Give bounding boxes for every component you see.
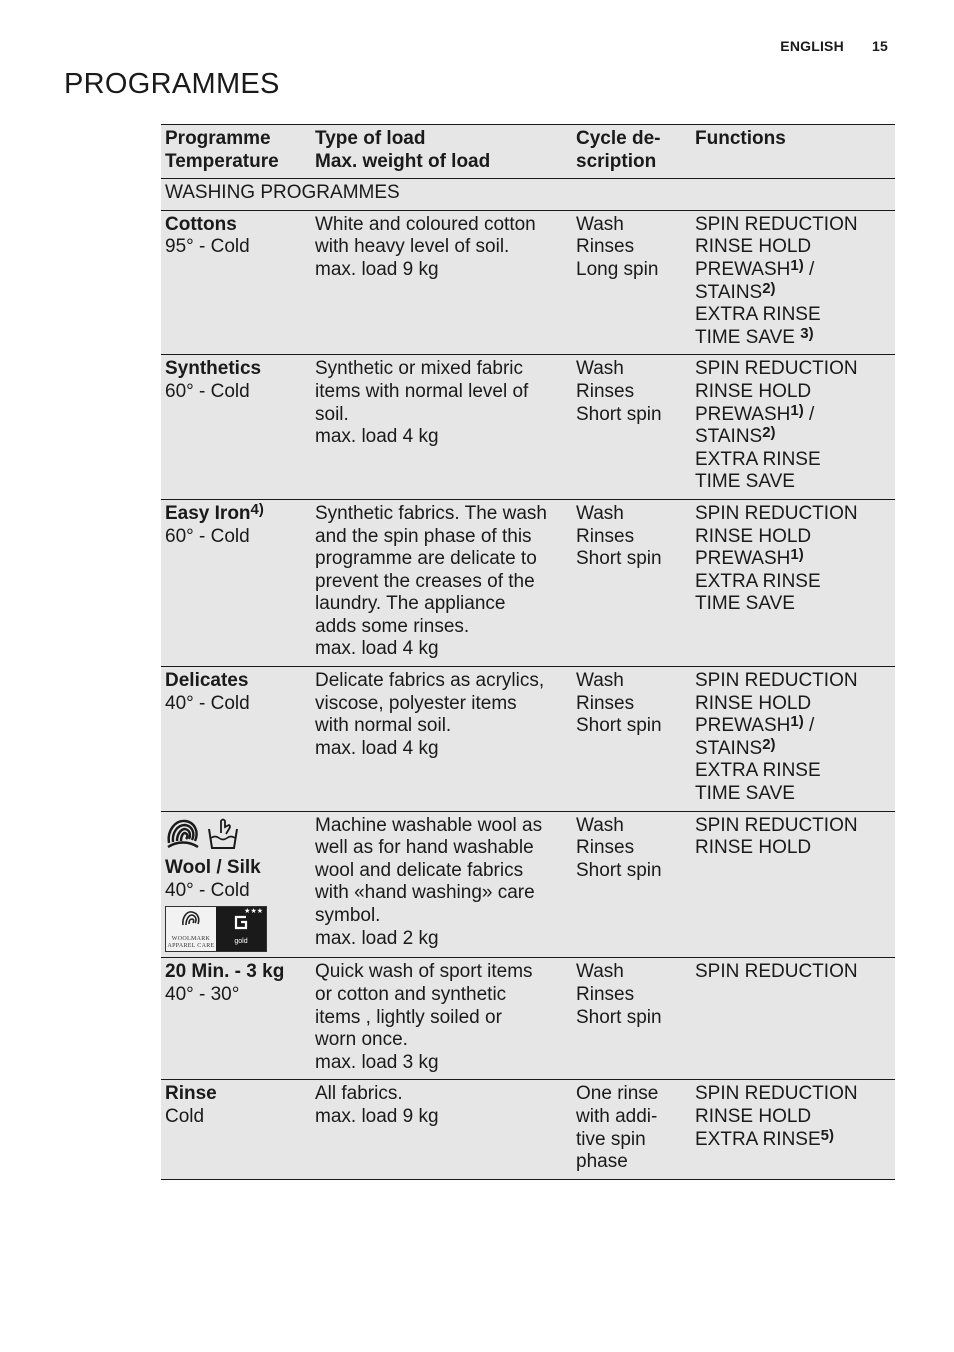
cycle-line: Wash — [576, 358, 624, 380]
badge-brand: WOOLMARK — [171, 935, 211, 942]
function-name: PREWASH — [695, 403, 791, 425]
function-item — [695, 426, 891, 449]
care-g-icon — [231, 913, 251, 938]
load-cell — [311, 811, 572, 958]
programme-name — [165, 961, 307, 984]
programme-temperature: 40° - 30° — [165, 984, 240, 1005]
table-row — [161, 667, 895, 812]
function-item — [695, 236, 891, 259]
load-line: items , lightly soiled or — [315, 1006, 502, 1028]
cycle-line: Rinses — [576, 525, 635, 547]
load-cell — [311, 667, 572, 812]
section-label: WASHING PROGRAMMES — [161, 179, 895, 211]
function-item — [695, 693, 891, 716]
cycle-line: Short spin — [576, 859, 662, 881]
function-item — [695, 961, 891, 984]
function-item — [695, 279, 891, 305]
woolmark-gold-badge — [165, 906, 267, 952]
cycle-cell — [572, 210, 691, 355]
programme-name-text: 20 Min. - 3 kg — [165, 961, 285, 983]
load-line: viscose, polyester items — [315, 692, 517, 714]
cycle-line: Short spin — [576, 1006, 662, 1028]
programmes-table — [161, 124, 895, 1180]
programme-temperature: 40° - Cold — [165, 692, 250, 714]
programme-cell — [161, 210, 311, 355]
functions-cell — [691, 499, 895, 666]
functions-cell — [691, 667, 895, 812]
function-name: SPIN REDUCTION — [695, 1083, 858, 1105]
function-item — [695, 381, 891, 404]
cycle-cell — [572, 355, 691, 500]
function-item — [695, 304, 891, 327]
woolmark-icon — [165, 817, 201, 858]
function-item — [695, 1106, 891, 1129]
function-name: PREWASH — [695, 715, 791, 737]
programme-name — [165, 670, 307, 693]
function-name: RINSE HOLD — [695, 525, 812, 547]
programme-cell — [161, 811, 311, 958]
programme-name — [165, 214, 307, 237]
programme-name — [165, 358, 307, 381]
function-name: TIME SAVE — [695, 471, 795, 493]
function-name: SPIN REDUCTION — [695, 502, 858, 524]
function-item — [695, 593, 891, 616]
hand-wash-icon — [207, 817, 239, 858]
page-title: PROGRAMMES — [64, 68, 280, 100]
function-separator: / — [803, 715, 815, 737]
function-name: TIME SAVE — [695, 326, 801, 348]
page-header — [780, 38, 888, 54]
care-icons — [165, 817, 307, 858]
programme-cell — [161, 958, 311, 1080]
table-row — [161, 811, 895, 958]
load-line: Machine washable wool as — [315, 814, 543, 836]
badge-brand-sub: APPAREL CARE — [167, 942, 215, 949]
programme-name-text: Synthetics — [165, 358, 262, 380]
programme-cell — [161, 499, 311, 666]
footnote-marker: 1) — [790, 713, 804, 731]
function-name: EXTRA RINSE — [695, 1128, 821, 1150]
load-line: Delicate fabrics as acrylics, — [315, 670, 545, 692]
functions-cell — [691, 811, 895, 958]
function-name: RINSE HOLD — [695, 236, 812, 258]
footnote-marker: 3) — [800, 324, 814, 342]
function-name: PREWASH — [695, 258, 791, 280]
section-row — [161, 179, 895, 211]
function-item — [695, 1083, 891, 1106]
cycle-line: Long spin — [576, 258, 659, 280]
function-name: SPIN REDUCTION — [695, 358, 858, 380]
cycle-line: Short spin — [576, 403, 662, 425]
cycle-line: Wash — [576, 670, 624, 692]
cycle-line: Rinses — [576, 984, 635, 1005]
load-cell — [311, 355, 572, 500]
function-name: RINSE HOLD — [695, 1105, 812, 1127]
load-cell — [311, 1080, 572, 1179]
programme-name — [165, 857, 307, 880]
functions-cell — [691, 958, 895, 1080]
function-name: EXTRA RINSE — [695, 570, 821, 592]
function-name: SPIN REDUCTION — [695, 213, 858, 235]
cycle-cell — [572, 499, 691, 666]
load-line: laundry. The appliance — [315, 593, 506, 615]
function-item — [695, 358, 891, 381]
badge-left — [166, 907, 216, 951]
functions-cell — [691, 355, 895, 500]
load-line: Synthetic or mixed fabric — [315, 358, 524, 380]
load-line: and the spin phase of this — [315, 525, 532, 547]
function-name: TIME SAVE — [695, 593, 795, 615]
cycle-line: Rinses — [576, 236, 635, 258]
function-item — [695, 760, 891, 783]
programme-temperature: 60° - Cold — [165, 380, 250, 402]
function-name: SPIN REDUCTION — [695, 670, 858, 692]
footnote-marker: 1) — [790, 256, 804, 274]
footnote-marker: 2) — [762, 424, 776, 442]
footnote-marker: 1) — [790, 401, 804, 419]
cycle-line: Wash — [576, 213, 624, 235]
programme-name — [165, 1083, 307, 1106]
programme-name-text: Easy Iron — [165, 502, 251, 524]
load-line: symbol. — [315, 905, 381, 926]
function-item — [695, 471, 891, 494]
table-header-row — [161, 125, 895, 179]
function-item — [695, 214, 891, 237]
function-item — [695, 837, 891, 860]
cycle-line: tive spin — [576, 1128, 646, 1150]
cycle-line: Rinses — [576, 380, 635, 402]
function-name: RINSE HOLD — [695, 837, 812, 859]
function-item — [695, 783, 891, 806]
cycle-line: One rinse — [576, 1083, 659, 1105]
badge-stars: ★★★ — [244, 908, 263, 916]
cycle-cell — [572, 811, 691, 958]
function-item — [695, 256, 891, 282]
header-load: Type of load Max. weight of load — [315, 128, 491, 172]
load-line: soil. — [315, 403, 349, 425]
load-line: max. load 4 kg — [315, 426, 439, 448]
programme-temperature: 60° - Cold — [165, 525, 250, 547]
table-row — [161, 958, 895, 1080]
load-line: max. load 9 kg — [315, 1105, 439, 1127]
footnote-marker: 4) — [250, 500, 264, 518]
programme-name — [165, 500, 307, 526]
function-name: EXTRA RINSE — [695, 448, 821, 470]
function-item — [695, 324, 891, 350]
footnote-marker: 1) — [790, 546, 804, 564]
programme-temperature: 40° - Cold — [165, 879, 250, 901]
cycle-cell — [572, 667, 691, 812]
programme-temperature: 95° - Cold — [165, 236, 250, 258]
function-item — [695, 571, 891, 594]
function-name: STAINS — [695, 737, 763, 759]
cycle-cell — [572, 1080, 691, 1179]
footnote-marker: 5) — [820, 1126, 834, 1144]
function-item — [695, 735, 891, 761]
function-item — [695, 715, 891, 738]
language-label: ENGLISH — [780, 38, 844, 54]
load-line: wool and delicate fabrics — [315, 859, 524, 881]
function-separator: / — [803, 258, 815, 280]
header-programme: Programme Temperature — [165, 128, 279, 172]
programme-temperature: Cold — [165, 1105, 205, 1127]
load-line: All fabrics. — [315, 1083, 403, 1105]
cycle-cell — [572, 958, 691, 1080]
load-line: max. load 4 kg — [315, 737, 439, 759]
footnote-marker: 2) — [762, 735, 776, 753]
load-line: items with normal level of — [315, 380, 529, 402]
load-cell — [311, 210, 572, 355]
function-item — [695, 670, 891, 693]
load-line: max. load 2 kg — [315, 927, 439, 949]
table-row — [161, 355, 895, 500]
header-cycle: Cycle de- scription — [576, 128, 661, 172]
load-line: max. load 3 kg — [315, 1051, 439, 1073]
cycle-line: phase — [576, 1151, 628, 1173]
table-row — [161, 210, 895, 355]
function-item — [695, 449, 891, 472]
load-line: max. load 4 kg — [315, 638, 439, 660]
function-name: STAINS — [695, 281, 763, 303]
load-line: programme are delicate to — [315, 548, 537, 570]
function-item — [695, 548, 891, 571]
page-number: 15 — [872, 38, 888, 54]
programme-cell — [161, 1080, 311, 1179]
load-line: with heavy level of soil. — [315, 236, 510, 258]
programme-name-text: Delicates — [165, 670, 249, 692]
cycle-line: Wash — [576, 961, 624, 983]
cycle-line: Short spin — [576, 715, 662, 737]
header-functions: Functions — [695, 128, 786, 149]
load-line: with «hand washing» care — [315, 882, 535, 904]
function-item — [695, 503, 891, 526]
load-line: Quick wash of sport items — [315, 961, 533, 983]
function-name: EXTRA RINSE — [695, 760, 821, 782]
function-name: SPIN REDUCTION — [695, 814, 858, 836]
function-item — [695, 526, 891, 549]
woolmark-sheep-icon — [180, 909, 202, 936]
load-line: adds some rinses. — [315, 615, 470, 637]
programme-name-text: Rinse — [165, 1083, 217, 1105]
load-line: White and coloured cotton — [315, 213, 536, 235]
function-name: PREWASH — [695, 548, 791, 570]
footnote-marker: 2) — [762, 279, 776, 297]
programme-name-text: Cottons — [165, 213, 237, 235]
function-name: EXTRA RINSE — [695, 304, 821, 326]
cycle-line: Rinses — [576, 692, 635, 714]
table-row — [161, 1080, 895, 1179]
load-line: max. load 9 kg — [315, 258, 439, 280]
load-line: prevent the creases of the — [315, 570, 535, 592]
function-name: STAINS — [695, 426, 763, 448]
badge-right — [216, 907, 266, 951]
load-line: Synthetic fabrics. The wash — [315, 502, 547, 524]
badge-label: gold — [234, 937, 248, 945]
function-name: RINSE HOLD — [695, 692, 812, 714]
load-cell — [311, 499, 572, 666]
functions-cell — [691, 210, 895, 355]
function-item — [695, 815, 891, 838]
cycle-line: Wash — [576, 814, 624, 836]
cycle-line: Wash — [576, 502, 624, 524]
load-line: with normal soil. — [315, 715, 452, 737]
cycle-line: Short spin — [576, 548, 662, 570]
cycle-line: Rinses — [576, 837, 635, 859]
function-name: RINSE HOLD — [695, 380, 812, 402]
programme-cell — [161, 667, 311, 812]
load-cell — [311, 958, 572, 1080]
function-name: TIME SAVE — [695, 783, 795, 805]
function-item — [695, 1126, 891, 1152]
function-separator: / — [803, 403, 815, 425]
load-line: well as for hand washable — [315, 837, 534, 859]
function-name: SPIN REDUCTION — [695, 961, 858, 983]
table-row — [161, 499, 895, 666]
function-item — [695, 401, 891, 427]
load-line: or cotton and synthetic — [315, 984, 507, 1005]
cycle-line: with addi- — [576, 1105, 658, 1127]
load-line: worn once. — [315, 1029, 408, 1051]
functions-cell — [691, 1080, 895, 1179]
programme-name-text: Wool / Silk — [165, 857, 261, 879]
programme-cell — [161, 355, 311, 500]
